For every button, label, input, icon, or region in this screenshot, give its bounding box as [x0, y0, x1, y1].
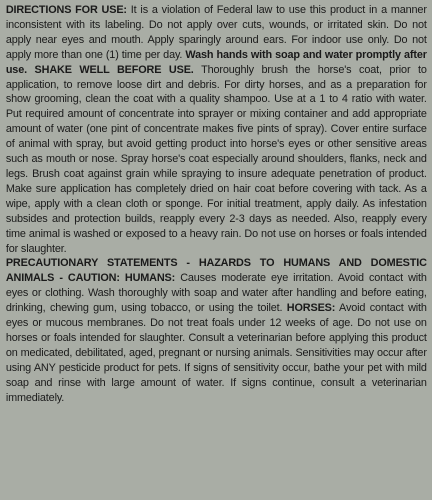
horses-caution-text: Avoid contact with eyes or mucous membranes. Do not treat foals under 12 weeks of age. Do not use on horses or foals intended for slaughter. Consult a veterinarian before applying this product on medicated, debilitated, aged, pregnant or nursing animals. Sensitivities may occur after using ANY pesticide product for pets. If signs of sensitivity occur, bathe your pet with mild soap and rinse with large amount of water. If signs continue, consult a veterinarian immediately.: [5, 302, 427, 404]
directions-section: [6, 3, 427, 256]
directions-intro: It is a violation of Federal law to use this product in a manner inconsistent with its labeling. Do not apply over cuts, wounds, or irritated skin. Do not apply near eyes and mouth. Apply sparingly around ears. For indoor use only. Do not apply more than one (1) time per day.: [5, 4, 427, 61]
humans-caution-text: Causes moderate eye irritation. Avoid contact with eyes or clothing. Wash thoroughly with soap and water after handling and before eating, drinking, chewing gum, using tobacco, or using the toilet.: [5, 272, 427, 315]
precautionary-section: [6, 256, 427, 405]
directions-heading: DIRECTIONS FOR USE:: [5, 4, 127, 16]
horses-heading: HORSES:: [286, 302, 336, 315]
wash-hands-warning: Wash hands with soap and water promptly after use. SHAKE WELL BEFORE USE.: [5, 48, 427, 76]
precautionary-heading: PRECAUTIONARY STATEMENTS - HAZARDS TO HUMANS AND DOMESTIC ANIMALS - CAUTION: HUMANS:: [5, 257, 427, 285]
directions-body: Thoroughly brush the horse's coat, prior to application, to remove loose dirt and debris. For dirty horses, and as a preparation for show grooming, clean the coat with a quality shampoo. Use at a 1 to 4 ratio with water. Put required amount of concentrate into sprayer or mixing container and add appropriate amount of water (one pint of concentrate makes five pints of spray). Cover entire surface of animal with spray, but avoid getting product into horse's eyes or other sensitive areas such as mouth or nose. Spray horse's coat especially around shoulders, flanks, neck and legs. Brush coat against grain while spraying to insure adequate penetration of product. Make sure application has completely dried on hair coat before covering with tack. As a wipe, apply with a clean cloth or sponge. For initial treatment, apply daily. As infestation subsides and protection builds, reapply every 2-3 days as needed. Also, reapply every time animal is washed or exposed to a heavy rain. Do not use on horses or foals intended for slaughter.: [5, 63, 427, 255]
